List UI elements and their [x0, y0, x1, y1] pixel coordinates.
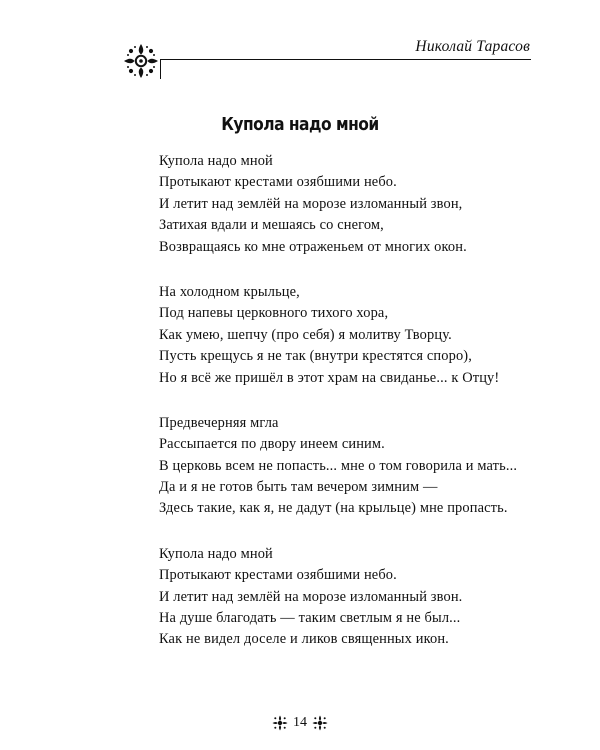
header-rule	[160, 59, 531, 60]
page-footer	[0, 713, 600, 733]
floral-ornament-icon	[272, 715, 288, 731]
poem-line: Затихая вдали и мешаясь со снегом,	[159, 217, 384, 234]
page-number: 14	[293, 715, 307, 730]
poem-line: Возвращаясь ко мне отраженьем от многих окон.	[159, 238, 467, 255]
stanza-1	[159, 151, 559, 258]
poem-line: Под напевы церковного тихого хора,	[159, 305, 389, 322]
poem-line: Протыкают крестами озябшими небо.	[159, 567, 397, 584]
poem-line: Как умею, шепчу (про себя) я молитву Творцу.	[159, 326, 452, 343]
poem-line: Но я всё же пришёл в этот храм на свиданье... к Отцу!	[159, 369, 500, 386]
poem-line: Как не видел доселе и ликов священных икон.	[159, 631, 449, 648]
stanza-4	[159, 544, 559, 651]
poem-line: Купола надо мной	[159, 545, 273, 562]
poem-line: В церковь всем не попасть... мне о том говорила и мать...	[159, 457, 518, 474]
floral-ornament-icon	[312, 715, 328, 731]
header-divider	[160, 59, 161, 79]
poem-line: На душе благодать — таким светлым я не был...	[159, 610, 461, 627]
poem-body	[159, 151, 559, 675]
poem-line: Да и я не готов быть там вечером зимним —	[159, 479, 438, 496]
poem-line: Купола надо мной	[159, 153, 273, 169]
poem-line: Пусть крещусь я не так (внутри крестятся споро),	[159, 348, 472, 365]
stanza-3	[159, 413, 559, 520]
poem-line: Здесь такие, как я, не дадут (на крыльце) мне пропасть.	[159, 500, 508, 517]
poem-title: Купола надо мной	[221, 114, 379, 135]
poem-line: И летит над землёй на морозе изломанный звон.	[159, 588, 463, 605]
poem-line: На холодном крыльце,	[159, 283, 300, 300]
poem-line: Рассыпается по двору инеем синим.	[159, 436, 385, 453]
floral-ornament-icon	[121, 41, 161, 81]
poem-line: Протыкают крестами озябшими небо.	[159, 174, 397, 191]
poem-line: Предвечерняя мгла	[159, 414, 279, 431]
running-header-author: Николай Тарасов	[415, 38, 530, 55]
poem-line: И летит над землёй на морозе изломанный звон,	[159, 195, 463, 212]
stanza-2	[159, 282, 559, 389]
